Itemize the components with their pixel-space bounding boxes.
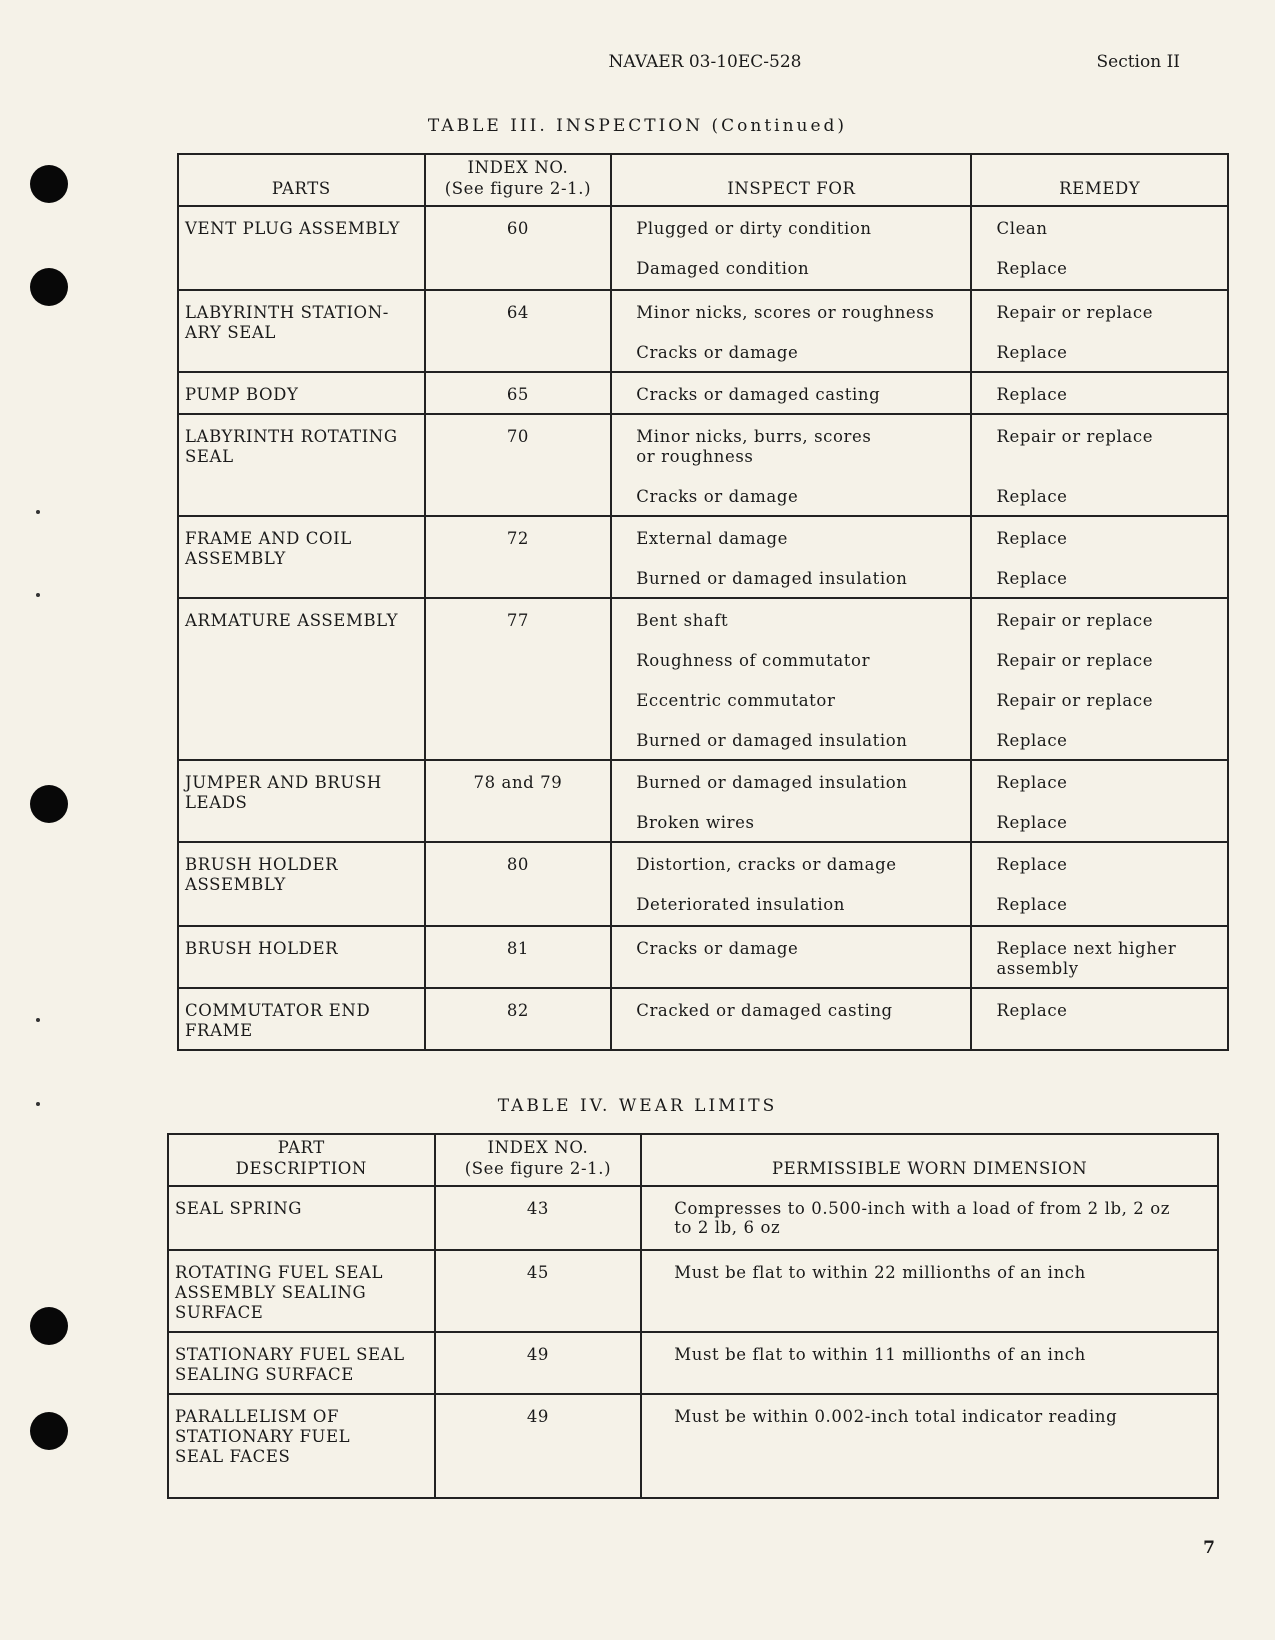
table-row xyxy=(178,516,1228,598)
inspect-for-cell xyxy=(611,988,971,1050)
table-row xyxy=(168,1186,1218,1250)
remedy-item: Replace xyxy=(996,259,1068,278)
index-number: 70 xyxy=(425,414,612,516)
remedy-item: Replace xyxy=(996,487,1068,506)
inspect-for-cell xyxy=(611,842,971,926)
inspect-item: Cracked or damaged casting xyxy=(636,1001,893,1020)
index-number: 45 xyxy=(435,1250,642,1332)
table-header-row xyxy=(168,1134,1218,1186)
header-part-description xyxy=(168,1134,435,1186)
inspect-for-cell xyxy=(611,926,971,988)
remedy-item: Replace xyxy=(996,385,1068,404)
inspect-item: Broken wires xyxy=(636,813,755,832)
remedy-cell xyxy=(971,516,1228,598)
inspect-for-cell xyxy=(611,372,971,414)
header-inspect-for: INSPECT FOR xyxy=(611,154,971,206)
permissible-dimension: Compresses to 0.500-inch with a load of from 2 lb, 2 oz to 2 lb, 6 oz xyxy=(641,1186,1218,1250)
remedy-item: Replace xyxy=(996,343,1068,362)
remedy-cell xyxy=(971,372,1228,414)
index-number: 82 xyxy=(425,988,612,1050)
part-name: BRUSH HOLDER ASSEMBLY xyxy=(178,842,425,926)
speck xyxy=(36,510,40,514)
section-label: Section II xyxy=(1096,52,1180,72)
table-row xyxy=(178,988,1228,1050)
remedy-item: Replace xyxy=(996,855,1068,874)
binder-hole xyxy=(30,165,68,203)
inspect-item: External damage xyxy=(636,529,789,548)
binder-hole xyxy=(30,268,68,306)
part-name: BRUSH HOLDER xyxy=(178,926,425,988)
index-number: 80 xyxy=(425,842,612,926)
header-remedy: REMEDY xyxy=(971,154,1228,206)
header-index xyxy=(425,154,612,206)
part-name: JUMPER AND BRUSH LEADS xyxy=(178,760,425,842)
table3-caption: TABLE III. INSPECTION (Continued) xyxy=(427,116,848,136)
table-row xyxy=(168,1394,1218,1498)
table-row xyxy=(178,290,1228,372)
remedy-cell xyxy=(971,414,1228,516)
remedy-item: Replace xyxy=(996,895,1068,914)
binder-hole xyxy=(30,1412,68,1450)
inspect-item: Bent shaft xyxy=(636,611,729,630)
inspect-for-cell xyxy=(611,598,971,760)
header-parts: PARTS xyxy=(178,154,425,206)
inspect-item: Plugged or dirty condition xyxy=(636,219,872,238)
index-number: 72 xyxy=(425,516,612,598)
index-number: 77 xyxy=(425,598,612,760)
permissible-dimension: Must be flat to within 22 millionths of an inch xyxy=(641,1250,1218,1332)
part-name: FRAME AND COIL ASSEMBLY xyxy=(178,516,425,598)
remedy-item: Replace next higher assembly xyxy=(996,939,1177,978)
inspect-item: Damaged condition xyxy=(636,259,810,278)
part-description: ROTATING FUEL SEAL ASSEMBLY SEALING SURFACE xyxy=(168,1250,435,1332)
remedy-cell xyxy=(971,598,1228,760)
table4-caption: TABLE IV. WEAR LIMITS xyxy=(497,1096,778,1116)
remedy-item: Repair or replace xyxy=(996,611,1154,630)
remedy-item: Replace xyxy=(996,569,1068,588)
inspect-item: Roughness of commutator xyxy=(636,651,871,670)
inspect-item: Eccentric commutator xyxy=(636,691,836,710)
inspect-item: Deteriorated insulation xyxy=(636,895,846,914)
remedy-cell xyxy=(971,926,1228,988)
inspect-item: Cracks or damaged casting xyxy=(636,385,881,404)
table-row xyxy=(178,206,1228,290)
table-row xyxy=(178,372,1228,414)
permissible-dimension: Must be flat to within 11 millionths of an inch xyxy=(641,1332,1218,1394)
remedy-item: Repair or replace xyxy=(996,303,1154,322)
remedy-item: Repair or replace xyxy=(996,651,1154,670)
part-description: PARALLELISM OF STATIONARY FUEL SEAL FACES xyxy=(168,1394,435,1498)
remedy-cell xyxy=(971,842,1228,926)
index-number: 49 xyxy=(435,1394,642,1498)
inspect-item: Cracks or damage xyxy=(636,343,799,362)
remedy-item: Replace xyxy=(996,529,1068,548)
header-index-line1: INDEX NO. xyxy=(487,1138,589,1157)
header-index-line2: (See figure 2-1.) xyxy=(444,179,592,198)
header-index-line2: (See figure 2-1.) xyxy=(464,1159,612,1178)
inspect-for-cell xyxy=(611,414,971,516)
binder-hole xyxy=(30,1307,68,1345)
inspect-item: Minor nicks, scores or roughness xyxy=(636,303,935,322)
part-name: PUMP BODY xyxy=(178,372,425,414)
index-number: 60 xyxy=(425,206,612,290)
document-number: NAVAER 03-10EC-528 xyxy=(608,52,802,72)
header-index xyxy=(435,1134,642,1186)
part-description: SEAL SPRING xyxy=(168,1186,435,1250)
inspect-for-cell xyxy=(611,760,971,842)
inspect-item: Burned or damaged insulation xyxy=(636,731,908,750)
page-number: 7 xyxy=(1203,1538,1215,1558)
inspect-for-cell xyxy=(611,206,971,290)
header-permissible-dimension: PERMISSIBLE WORN DIMENSION xyxy=(641,1134,1218,1186)
table-row xyxy=(178,760,1228,842)
remedy-item: Replace xyxy=(996,773,1068,792)
index-number: 78 and 79 xyxy=(425,760,612,842)
part-name: LABYRINTH STATION- ARY SEAL xyxy=(178,290,425,372)
index-number: 81 xyxy=(425,926,612,988)
part-name: COMMUTATOR END FRAME xyxy=(178,988,425,1050)
table-row xyxy=(178,842,1228,926)
inspect-for-cell xyxy=(611,290,971,372)
inspect-item: Burned or damaged insulation xyxy=(636,569,908,588)
table-row xyxy=(168,1332,1218,1394)
inspect-item: Distortion, cracks or damage xyxy=(636,855,897,874)
part-name: ARMATURE ASSEMBLY xyxy=(178,598,425,760)
inspection-table xyxy=(177,153,1229,1051)
table-row xyxy=(178,414,1228,516)
permissible-dimension: Must be within 0.002-inch total indicator reading xyxy=(641,1394,1218,1498)
remedy-item: Clean xyxy=(996,219,1048,238)
table-header-row xyxy=(178,154,1228,206)
speck xyxy=(36,593,40,597)
table-row xyxy=(168,1250,1218,1332)
header-index-line1: INDEX NO. xyxy=(467,158,569,177)
remedy-item: Repair or replace xyxy=(996,691,1154,710)
remedy-cell xyxy=(971,290,1228,372)
inspect-for-cell xyxy=(611,516,971,598)
inspect-item: Cracks or damage xyxy=(636,939,799,958)
index-number: 65 xyxy=(425,372,612,414)
table-row xyxy=(178,926,1228,988)
remedy-item: Replace xyxy=(996,1001,1068,1020)
remedy-item: Repair or replace xyxy=(996,427,1154,446)
remedy-item: Replace xyxy=(996,813,1068,832)
remedy-cell xyxy=(971,988,1228,1050)
binder-hole xyxy=(30,785,68,823)
remedy-cell xyxy=(971,760,1228,842)
table-row xyxy=(178,598,1228,760)
part-name: VENT PLUG ASSEMBLY xyxy=(178,206,425,290)
remedy-item: Replace xyxy=(996,731,1068,750)
inspect-item: Cracks or damage xyxy=(636,487,799,506)
index-number: 64 xyxy=(425,290,612,372)
speck xyxy=(36,1018,40,1022)
index-number: 43 xyxy=(435,1186,642,1250)
index-number: 49 xyxy=(435,1332,642,1394)
header-part-line2: DESCRIPTION xyxy=(235,1159,367,1178)
remedy-cell xyxy=(971,206,1228,290)
part-description: STATIONARY FUEL SEAL SEALING SURFACE xyxy=(168,1332,435,1394)
header-part-line1: PART xyxy=(277,1138,325,1157)
wear-limits-table xyxy=(167,1133,1219,1499)
part-name: LABYRINTH ROTATING SEAL xyxy=(178,414,425,516)
inspect-item: Burned or damaged insulation xyxy=(636,773,908,792)
inspect-item: Minor nicks, burrs, scores or roughness xyxy=(636,427,872,466)
